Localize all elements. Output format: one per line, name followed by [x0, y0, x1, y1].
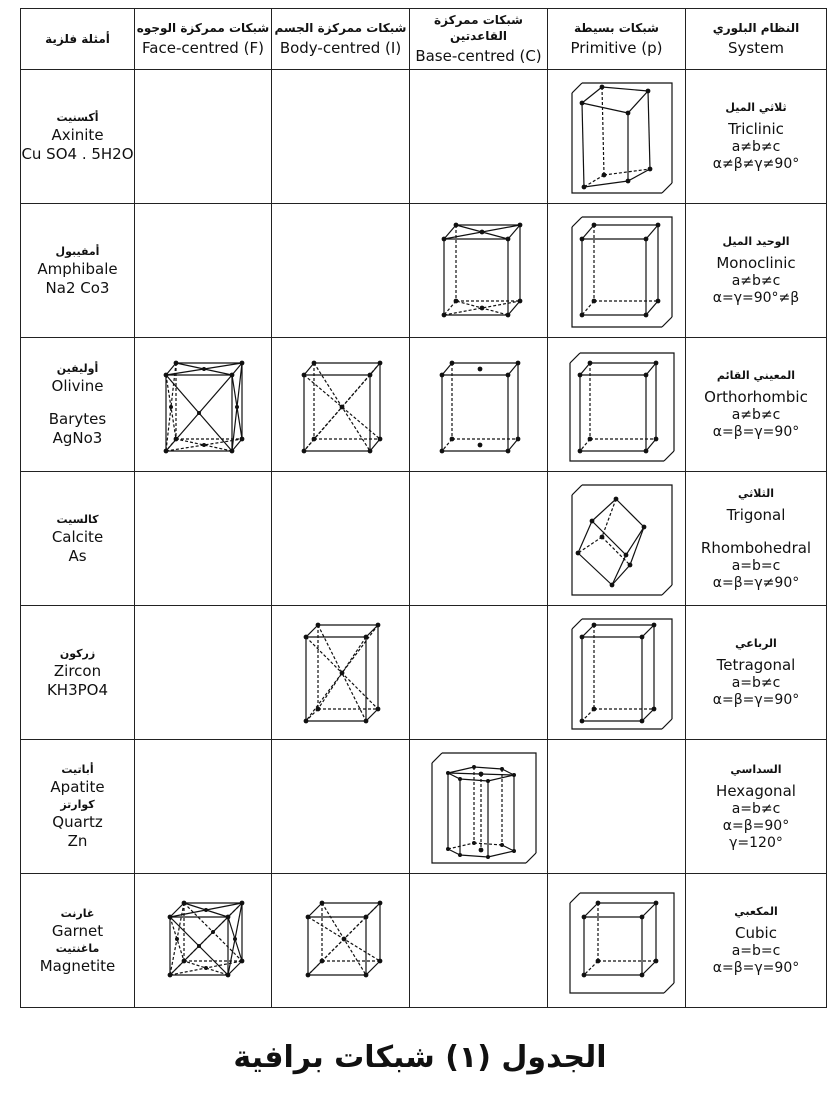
- lattice-monoclinic-c-diagram: [414, 209, 544, 333]
- example-en: Barytes: [48, 410, 107, 428]
- header-system: [686, 9, 827, 70]
- system-angles-relation: α=β=γ≠90°: [712, 574, 800, 591]
- system-name: Monoclinic: [716, 254, 796, 272]
- lattice-cell-primitive: [548, 606, 686, 740]
- system-cell: [686, 70, 827, 204]
- header-body-ar: شبكات ممركزة الجسم: [274, 21, 407, 35]
- lattice-cell-primitive: [548, 740, 686, 874]
- header-body-centred: [272, 9, 410, 70]
- table-row: [21, 338, 827, 472]
- header-base-en: Base-centred (C): [415, 47, 542, 65]
- example-en: KH3PO4: [46, 680, 109, 699]
- header-primitive: [548, 9, 686, 70]
- system-angle-gamma: γ=120°: [729, 834, 783, 851]
- system-ar: الوحيد الميل: [722, 235, 790, 248]
- example-en: Cu SO4 . 5H2O: [21, 144, 134, 163]
- system-cell: [686, 204, 827, 338]
- header-system-ar: النظام البلوري: [712, 21, 800, 35]
- lattice-tetra-i-diagram: [276, 611, 406, 735]
- lattice-triclinic-p-diagram: [552, 75, 682, 199]
- system-axes-relation: a=b=c: [731, 557, 781, 574]
- lattice-cell-body: [272, 70, 410, 204]
- system-angles-relation: α≠β≠γ≠90°: [712, 156, 800, 172]
- lattice-cell-base: [410, 338, 548, 472]
- system-cell: [686, 606, 827, 740]
- example-en: Magnetite: [39, 956, 116, 975]
- example-en: As: [68, 546, 87, 565]
- system-cell: [686, 740, 827, 874]
- system-axes-relation: a≠b≠c: [731, 273, 781, 289]
- system-name: Triclinic: [728, 120, 784, 138]
- lattice-cell-body: [272, 204, 410, 338]
- header-face-en: Face-centred (F): [142, 39, 264, 57]
- lattice-cell-face: [135, 70, 272, 204]
- table-row: [21, 204, 827, 338]
- examples-cell: [21, 740, 135, 874]
- example-en: Apatite: [50, 778, 105, 796]
- header-face-ar: شبكات ممركزة الوجوه: [136, 21, 270, 35]
- example-ar: أوليفين: [56, 362, 99, 375]
- lattice-cell-base: [410, 204, 548, 338]
- header-examples: [21, 9, 135, 70]
- lattice-cell-primitive: [548, 338, 686, 472]
- lattice-monoclinic-p-diagram: [552, 209, 682, 333]
- header-body-en: Body-centred (I): [279, 39, 402, 57]
- lattice-hex-c-diagram: [414, 745, 544, 869]
- lattice-cell-base: [410, 472, 548, 606]
- examples-cell: [21, 606, 135, 740]
- system-axes-relation: a=b=c: [731, 943, 781, 959]
- lattice-cell-base: [410, 70, 548, 204]
- lattice-cell-base: [410, 606, 548, 740]
- table-row: [21, 874, 827, 1008]
- lattice-cell-primitive: [548, 874, 686, 1008]
- lattice-cubic-f-diagram: [138, 879, 268, 1003]
- header-face-centred: [135, 9, 272, 70]
- header-primitive-ar: شبكات بسيطة: [573, 21, 659, 35]
- lattice-cell-body: [272, 740, 410, 874]
- header-row: [21, 9, 827, 70]
- lattice-cell-primitive: [548, 70, 686, 204]
- lattice-cubic-i-diagram: [276, 879, 406, 1003]
- system-angles-relation: α=β=γ=90°: [712, 424, 800, 440]
- examples-cell: [21, 472, 135, 606]
- lattice-cell-face: [135, 338, 272, 472]
- table-row: [21, 606, 827, 740]
- system-name-alt: Rhombohedral: [700, 538, 812, 557]
- system-ar: المعيني القائم: [716, 369, 796, 382]
- lattice-cell-primitive: [548, 472, 686, 606]
- lattice-cell-primitive: [548, 204, 686, 338]
- lattice-cubic-p-diagram: [552, 879, 682, 1003]
- system-ar: الرباعي: [735, 637, 777, 650]
- examples-cell: [21, 874, 135, 1008]
- system-ar: ثلاثي الميل: [725, 101, 787, 114]
- system-cell: [686, 874, 827, 1008]
- lattice-ortho-f-diagram: [138, 343, 268, 467]
- system-axes-relation: a≠b≠c: [731, 139, 781, 155]
- example-ar: غارنت: [60, 906, 95, 920]
- example-en: Zircon: [53, 661, 102, 680]
- header-base-centred: [410, 9, 548, 70]
- header-examples-ar: أمثلة فلزية: [45, 32, 110, 46]
- system-axes-relation: a=b≠c: [731, 800, 781, 817]
- example-en: Quartz: [52, 813, 103, 831]
- system-ar: السداسي: [730, 762, 782, 776]
- example-gap: [21, 396, 134, 410]
- system-cell: [686, 338, 827, 472]
- system-gap: [686, 525, 826, 539]
- example-ar: أكسنيت: [56, 110, 99, 124]
- examples-cell: [21, 204, 135, 338]
- example-en: Na2 Co3: [45, 278, 110, 297]
- lattice-trigonal-r-diagram: [552, 477, 682, 601]
- table-row: [21, 472, 827, 606]
- examples-cell: [21, 70, 135, 204]
- system-ar: الثلاثي: [737, 486, 774, 500]
- table-row: [21, 70, 827, 204]
- example-en: AgNo3: [52, 429, 103, 447]
- lattice-cell-base: [410, 740, 548, 874]
- system-ar: المكعبي: [734, 905, 778, 918]
- system-axes-relation: a=b≠c: [731, 675, 781, 691]
- lattice-ortho-i-diagram: [276, 343, 406, 467]
- example-en: Garnet: [51, 921, 104, 940]
- lattice-cell-body: [272, 874, 410, 1008]
- system-angles-relation: α=β=γ=90°: [712, 692, 800, 708]
- system-angles-relation: α=β=γ=90°: [712, 960, 800, 976]
- example-ar: كوارتز: [60, 798, 95, 811]
- header-system-en: System: [728, 39, 784, 57]
- system-name: Orthorhombic: [704, 388, 808, 406]
- table-row: [21, 740, 827, 874]
- lattice-cell-face: [135, 740, 272, 874]
- system-name: Hexagonal: [716, 781, 796, 800]
- header-base-ar: شبكات ممركزة القاعدتين: [434, 13, 523, 43]
- header-primitive-en: Primitive (p): [570, 39, 663, 57]
- lattice-ortho-c-diagram: [414, 343, 544, 467]
- system-axes-relation: a≠b≠c: [731, 407, 781, 423]
- lattice-cell-body: [272, 472, 410, 606]
- lattice-cell-base: [410, 874, 548, 1008]
- example-ar: ماغنتيت: [55, 941, 100, 955]
- examples-cell: [21, 338, 135, 472]
- example-en: Olivine: [51, 377, 104, 395]
- example-en: Zn: [67, 832, 88, 850]
- system-angles-relation: α=β=90°: [722, 817, 790, 834]
- lattice-cell-face: [135, 606, 272, 740]
- example-ar: أباتيت: [61, 763, 94, 776]
- example-ar: كالسيت: [56, 512, 99, 526]
- lattice-cell-face: [135, 204, 272, 338]
- example-ar: زركون: [59, 646, 96, 660]
- lattice-tetra-p-diagram: [552, 611, 682, 735]
- system-cell: [686, 472, 827, 606]
- system-name: Tetragonal: [716, 656, 796, 674]
- example-en: Amphibale: [37, 259, 118, 278]
- system-name: Cubic: [735, 924, 777, 942]
- bravais-lattice-table: [20, 8, 827, 1008]
- example-en: Calcite: [51, 527, 104, 546]
- lattice-ortho-p-diagram: [552, 343, 682, 467]
- lattice-cell-body: [272, 338, 410, 472]
- example-en: Axinite: [51, 125, 104, 144]
- lattice-cell-face: [135, 874, 272, 1008]
- system-angles-relation: α=γ=90°≠β: [712, 290, 800, 306]
- table-caption: الجدول (١) شبكات برافية: [233, 1040, 607, 1075]
- lattice-cell-body: [272, 606, 410, 740]
- example-ar: أمفيبول: [55, 244, 100, 258]
- lattice-cell-face: [135, 472, 272, 606]
- system-name: Trigonal: [726, 505, 786, 524]
